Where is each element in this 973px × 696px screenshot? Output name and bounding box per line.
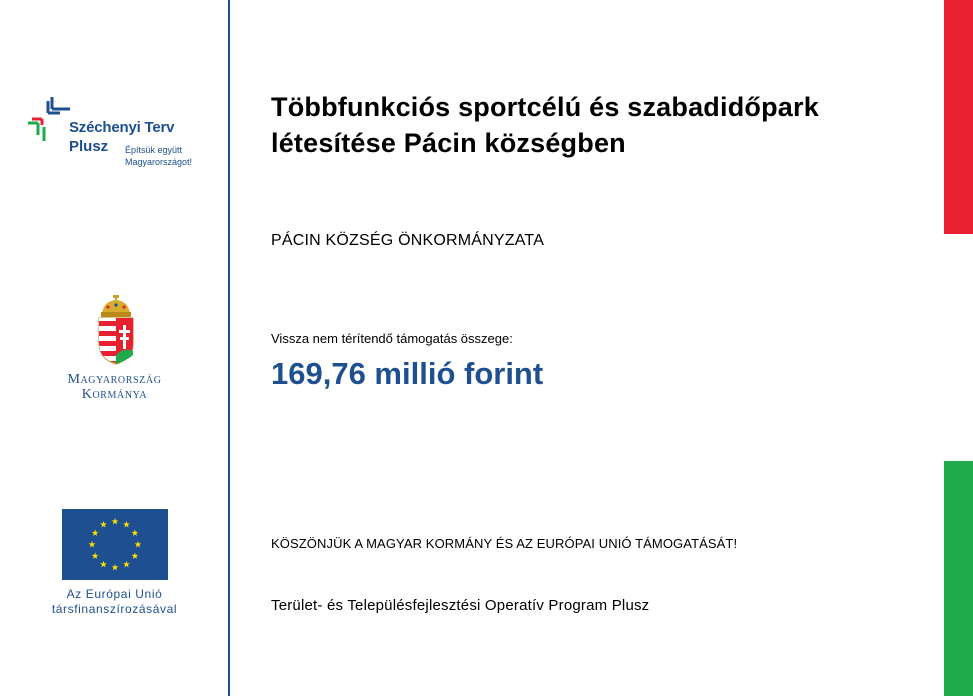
project-title: Többfunkciós sportcélú és szabadidőpark létesítése Pácin községben (271, 92, 819, 158)
grant-amount-value: 169,76 millió forint (271, 356, 544, 391)
eu-cofinance-line2: társfinanszírozásával (51, 602, 178, 616)
eu-cofinance-line1: Az Európai Unió (66, 587, 163, 601)
szechenyi-cross-icon (28, 97, 72, 141)
flag-bar-green (944, 461, 973, 696)
szechenyi-slogan (125, 144, 192, 168)
eu-flag-icon (62, 509, 168, 580)
program-name: Terület- és Településfejlesztési Operatív Program Plusz (271, 597, 650, 614)
szechenyi-terv-logo (28, 97, 218, 177)
thanks-message: KÖSZÖNJÜK A MAGYAR KORMÁNY ÉS AZ EURÓPAI UNIÓ TÁMOGATÁSÁT! (271, 536, 738, 551)
beneficiary-name: PÁCIN KÖZSÉG ÖNKORMÁNYZATA (271, 232, 545, 249)
column-divider (228, 0, 230, 696)
logo-column (0, 0, 229, 696)
flag-bar-red (944, 0, 973, 234)
szechenyi-slogan-line1: Építsük együtt (125, 145, 183, 155)
szechenyi-title: Széchenyi Terv (69, 119, 175, 136)
szechenyi-plus: Plusz (69, 138, 109, 155)
szechenyi-slogan-line2: Magyarországot! (125, 157, 193, 167)
grant-amount-label: Vissza nem térítendő támogatás összege: (271, 331, 513, 346)
government-name-line2: Kormánya (81, 387, 148, 402)
hungarian-coat-of-arms-icon (96, 295, 136, 365)
government-name-line1: Magyarország (67, 372, 162, 387)
